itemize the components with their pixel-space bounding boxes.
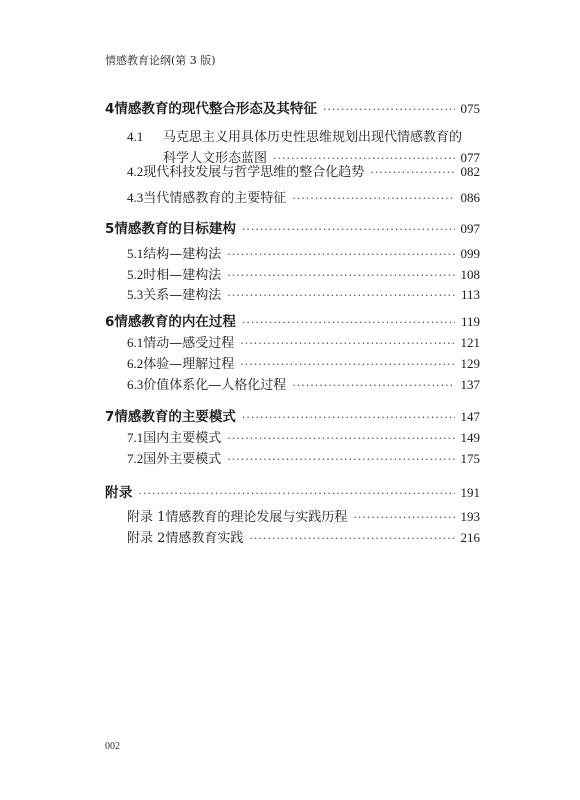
toc-chapter-entry [105,99,480,119]
leader-dots [227,245,454,265]
toc-appendix-entry [127,528,480,548]
toc-chapter-entry [105,219,480,239]
entry-page-number: 137 [460,377,480,392]
entry-page-number: 099 [460,246,480,261]
toc-section-entry [127,244,480,264]
entry-title: 情感教育的目标建构 [114,221,236,237]
entry-number: 5 [105,221,115,237]
entry-title: 录 [118,485,133,501]
entry-title: 情感教育的现代整合形态及其特征 [114,101,317,117]
entry-title: 情感教育的内在过程 [114,314,236,330]
entry-page-number: 097 [460,221,480,236]
entry-title: 情动—感受过程 [143,336,235,351]
leader-dots [240,334,454,354]
toc-section-entry [127,127,480,147]
entry-number: 4 [105,101,115,117]
entry-title: 当代情感教育的主要特征 [143,191,287,206]
leader-dots [227,429,454,449]
leader-dots [227,266,454,286]
entry-title: 情感教育的主要模式 [114,409,236,425]
entry-number: 附 [105,485,119,501]
toc-appendix-entry [127,507,480,527]
toc-section-entry [127,428,480,448]
leader-dots [323,100,455,120]
toc-section-entry [127,285,480,305]
toc-section-entry [127,375,480,395]
entry-title: 科学人文形态蓝图 [163,151,268,166]
toc-section-entry [127,162,480,182]
entry-number: 5.1 [127,246,144,261]
leader-dots [227,450,454,470]
toc-section-entry [127,333,480,353]
entry-number: 7.1 [127,430,144,445]
entry-title: 现代科技发展与哲学思维的整合化趋势 [143,165,365,180]
toc-section-entry [127,449,480,469]
entry-title: 马克思主义用具体历史性思维规划出现代情感教育的 [163,130,463,145]
entry-number: 5.3 [127,287,144,302]
entry-title: 关系—建构法 [143,288,222,303]
entry-page-number: 191 [460,485,480,500]
entry-page-number: 175 [460,451,480,466]
entry-page-number: 216 [460,530,480,545]
entry-page-number: 129 [460,356,480,371]
entry-title: 国内主要模式 [143,431,222,446]
entry-title: 情感教育的理论发展与实践历程 [165,510,348,525]
leader-dots [292,189,454,209]
entry-page-number: 121 [460,335,480,350]
entry-number: 6.3 [127,377,144,392]
entry-title: 时相—建构法 [143,268,222,283]
entry-number: 附录 2 [127,531,166,546]
entry-number: 附录 1 [127,510,166,525]
leader-dots [249,529,454,549]
entry-page-number: 082 [460,164,480,179]
toc-section-entry [127,188,480,208]
leader-dots [242,408,455,428]
entry-page-number: 193 [460,509,480,524]
leader-dots [353,508,454,528]
entry-page-number: 086 [460,190,480,205]
running-head: 情感教育论纲(第 3 版) [105,54,216,67]
toc-section-entry [127,265,480,285]
leader-dots [242,220,455,240]
toc-section-entry [127,354,480,374]
toc-chapter-entry [105,483,480,503]
entry-number: 7.2 [127,451,144,466]
entry-page-number: 075 [460,101,480,116]
entry-number: 7 [105,409,115,425]
entry-number: 6 [105,314,115,330]
entry-page-number: 147 [460,409,480,424]
entry-number: 4.3 [127,190,144,205]
toc-chapter-entry [105,407,480,427]
entry-number: 5.2 [127,267,144,282]
entry-title: 价值体系化—人格化过程 [143,378,287,393]
leader-dots [370,163,454,183]
entry-number: 6.1 [127,335,144,350]
toc-chapter-entry [105,312,480,332]
entry-page-number: 077 [460,150,480,165]
leader-dots [227,286,455,306]
entry-title: 国外主要模式 [143,452,222,467]
leader-dots [138,484,454,504]
entry-number: 4.1 [127,129,144,144]
leader-dots [242,313,455,333]
entry-page-number: 113 [460,287,480,302]
entry-title: 结构—建构法 [143,247,222,262]
page-number: 002 [105,741,120,752]
entry-page-number: 108 [460,267,480,282]
entry-title: 情感教育实践 [165,531,244,546]
entry-page-number: 149 [460,430,480,445]
leader-dots [240,355,454,375]
entry-title: 体验—理解过程 [143,357,235,372]
entry-page-number: 119 [460,314,480,329]
entry-number: 4.2 [127,164,144,179]
leader-dots [292,376,454,396]
entry-number: 6.2 [127,356,144,371]
